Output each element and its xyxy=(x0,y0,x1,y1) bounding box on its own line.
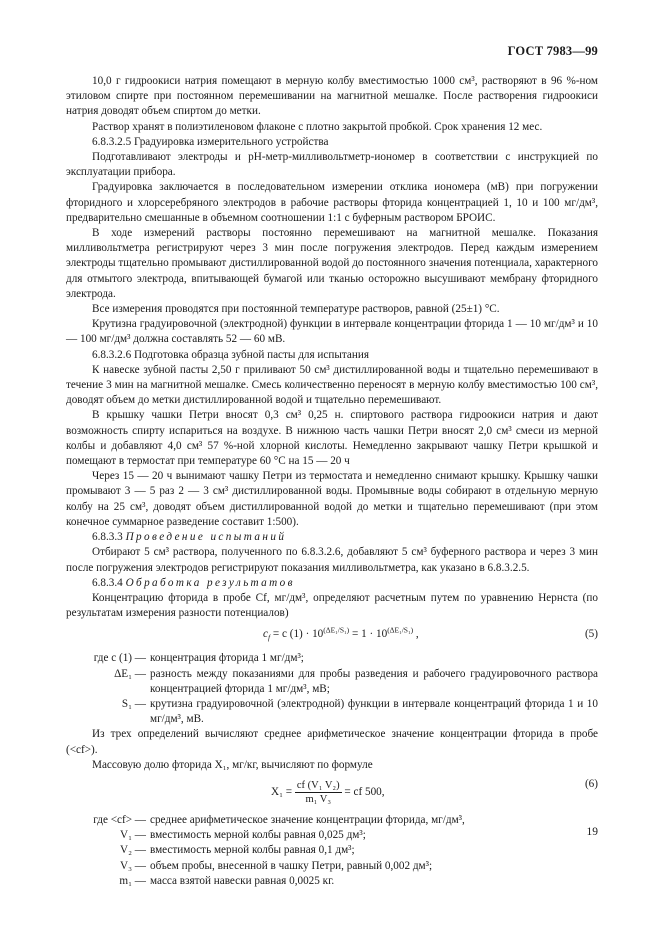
page-number: 19 xyxy=(586,826,598,838)
definition-item xyxy=(66,859,598,874)
definition-text: масса взятой навески равная 0,0025 кг. xyxy=(150,874,335,887)
paragraph: В крышку чашки Петри вносят 0,3 см³ 0,25 н. спиртового раствора гидроокиси натрия и дают возможность спирту испариться на воздухе. В нижнюю часть чашки Петри вносят 2,0 см³ смеси из мерной колбы и добавляют 4,0 см³ 57 %-ной хлорной кислоты. Немедленно закрывают чашку Петри крышкой и помещают в термостат при температуре 60 °С на 15 — 20 ч xyxy=(66,409,598,468)
definition-item xyxy=(66,667,598,697)
section-heading xyxy=(66,576,598,591)
section-number: 6.8.3.3 xyxy=(92,531,123,544)
definition-item xyxy=(66,843,598,858)
definition-text: среднее арифметическое значение концентрации фторида, мг/дм³, xyxy=(150,813,465,826)
definition-item xyxy=(66,874,598,889)
formula-6 xyxy=(66,773,598,813)
paragraph: Раствор хранят в полиэтиленовом флаконе с плотно закрытой пробкой. Срок хранения 12 мес. xyxy=(92,120,543,133)
definition-item xyxy=(66,828,598,843)
paragraph: Отбирают 5 см³ раствора, полученного по 6.8.3.2.6, добавляют 5 см³ буферного раствора и через 3 мин после погружения электродов регистрируют показания милливольтметра, как указано в 6.8.3.2.5. xyxy=(66,546,598,574)
definition-text: вместимость мерной колбы равная 0,1 дм³; xyxy=(150,844,355,857)
definition-text: разность между показаниями для пробы разведения и рабочего градуировочного раствора концентрацией фторида 1 мг/дм³, мВ; xyxy=(150,667,598,695)
section-title: Проведение испытаний xyxy=(125,531,287,544)
paragraph: Через 15 — 20 ч вынимают чашку Петри из термостата и немедленно снимают крышку. Крышку чашки промывают 3 — 5 раз 2 — 3 см³ дистиллированной воды. Промывные воды собирают в отдельную мерную колбу на 25 см³, доводят объем дистиллированной водой до метки и тщательно перемешивают (при этом конечное суммарное разведение составит 1:500). xyxy=(66,470,598,528)
definition-text: объем пробы, внесенной в чашку Петри, равный 0,002 дм³; xyxy=(150,859,433,872)
definition-term: m₁ — xyxy=(119,874,146,887)
formula-5 xyxy=(66,621,598,651)
definition-term: где <cf> — xyxy=(93,813,146,826)
document-header: ГОСТ 7983—99 xyxy=(507,44,598,58)
paragraph: Крутизна градуировочной (электродной) функции в интервале концентрации фторида 1 — 10 мг/дм³ и 10 — 100 мг/дм³ должна составлять 52 — 60 мВ. xyxy=(66,318,598,346)
paragraph: Подготавливают электроды и pH-метр-милливольтметр-иономер в соответствии с инструкцией по эксплуатации прибора. xyxy=(66,151,598,179)
definitions-list-1 xyxy=(66,651,598,727)
definition-term: V₂ — xyxy=(120,844,146,857)
paragraph: Массовую долю фторида X₁, мг/кг, вычисляют по формуле xyxy=(92,758,373,771)
definitions-list-2 xyxy=(66,813,598,889)
paragraph: В ходе измерений растворы постоянно перемешивают на магнитной мешалке. Показания милливольтметра регистрируют через 3 мин после погружения электродов. Перед каждым измерением электроды тщательно промывают дистиллированной водой до постоянного значения потенциала, характерного для отмытого электрода, впитывающей бумагой или тканью осторожно высушивают мембрану фторидного электрода. xyxy=(66,227,598,300)
formula-5-expression: $c_f = c$ $(1) \cdot 10^{(\Delta E_1/S_1)} = 1 \cdot 10^{(\Delta E_1/S_1)}$ , xyxy=(263,625,419,643)
definition-term: ΔE₁ — xyxy=(114,667,146,680)
paragraph: 10,0 г гидроокиси натрия помещают в мерную колбу вместимостью 1000 см³, растворяют в 96 %-ном этиловом спирте при постоянном перемешивании на магнитной мешалке. После растворения гидроокиси натрия доводят объем спиртом до метки. xyxy=(66,75,598,118)
definition-item xyxy=(66,697,598,727)
section-heading: 6.8.3.2.5 Градуировка измерительного устройства xyxy=(92,135,329,148)
definition-item xyxy=(66,651,598,666)
definition-text: концентрация фторида 1 мг/дм³; xyxy=(150,652,304,665)
formula-6-number: (6) xyxy=(584,777,598,790)
paragraph: Все измерения проводятся при постоянной температуре растворов, равной (25±1) °С. xyxy=(92,303,500,316)
definition-term: V₁ — xyxy=(120,829,146,842)
definition-text: крутизна градуировочной (электродной) функции в интервале концентраций фторида 1 и 10 мг/дм³, мВ. xyxy=(150,697,598,726)
definition-term: где c (1) — xyxy=(93,652,146,665)
paragraph: Градуировка заключается в последовательном измерении отклика иономера (мВ) при погружении фторидного и хлорсеребряного электродов в рабочие растворы фторида концентрацией 1, 10 и 100 мг/дм³, предварительно смешанные в объемном соотношении 1:1 с буферным раствором БРОИС. xyxy=(66,181,598,224)
formula-5-number: (5) xyxy=(584,628,598,641)
definition-item xyxy=(66,813,598,828)
definition-term: V₃ — xyxy=(120,859,146,872)
definition-term: S₁ — xyxy=(121,697,146,710)
document-body xyxy=(66,74,598,889)
section-title: Обработка результатов xyxy=(125,576,295,589)
formula-6-expression: X₁ = $\frac{\text{cf (V₁ V₂)}}{\text{m₁ V₃}}$ = cf 500, xyxy=(271,779,385,805)
paragraph: Концентрацию фторида в пробе Cf, мг/дм³, определяют расчетным путем по уравнению Нернста (по результатам измерения разности потенциалов) xyxy=(66,591,598,620)
paragraph: Из трех определений вычисляют среднее арифметическое значение концентрации фторида в пробе (<cf>). xyxy=(66,728,598,756)
section-number: 6.8.3.4 xyxy=(92,576,123,589)
paragraph: К навеске зубной пасты 2,50 г приливают 50 см³ дистиллированной воды и тщательно перемешивают в течение 3 мин на магнитной мешалке. Смесь количественно переносят в мерную колбу вместимостью 100 см³, доводят объем до метки дистиллированной водой и тщательно перемешивают. xyxy=(66,363,598,407)
definition-text: вместимость мерной колбы равная 0,025 дм³; xyxy=(150,829,366,842)
section-heading: 6.8.3.2.6 Подготовка образца зубной пасты для испытания xyxy=(92,348,370,361)
section-heading xyxy=(66,530,598,545)
